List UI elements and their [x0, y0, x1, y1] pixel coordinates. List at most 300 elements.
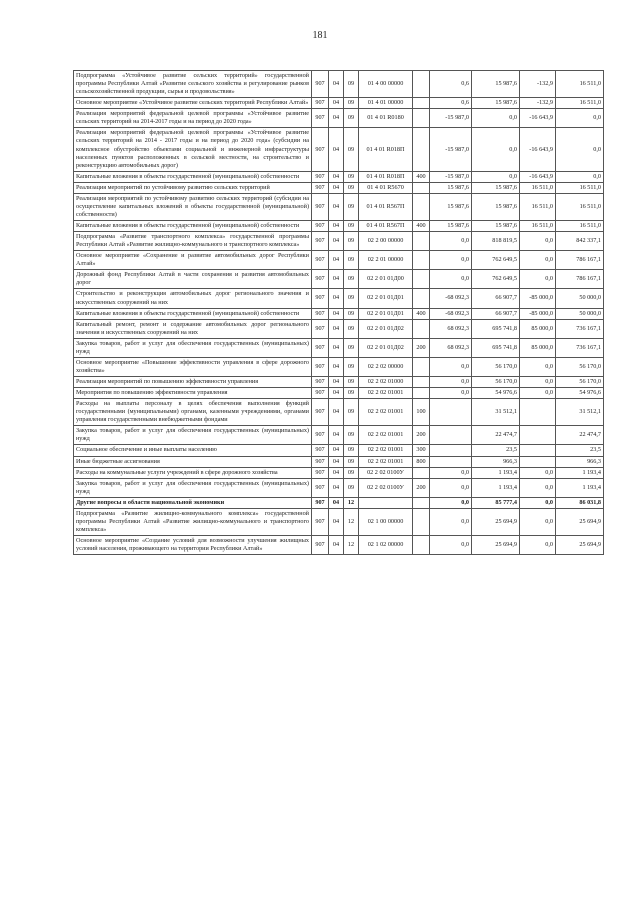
table-row: [74, 388, 604, 399]
row-subsection-cell: 09: [344, 289, 359, 308]
row-grbs-cell: 907: [312, 319, 329, 338]
row-section-cell: 04: [329, 251, 344, 270]
row-amount-1-cell: 966,3: [472, 456, 520, 467]
row-amount-change-1-cell: -68 092,3: [430, 308, 472, 319]
row-amount-change-2-cell: 0,0: [520, 497, 556, 508]
row-expense-type-cell: 200: [413, 478, 430, 497]
row-expense-type-cell: [413, 109, 430, 128]
row-amount-1-cell: 695 741,8: [472, 338, 520, 357]
row-amount-change-2-cell: 0,0: [520, 357, 556, 376]
row-section-cell: 04: [329, 109, 344, 128]
row-expense-type-cell: [413, 319, 430, 338]
row-expense-type-cell: [413, 182, 430, 193]
row-subsection-cell: 12: [344, 508, 359, 535]
row-amount-change-1-cell: 0,0: [430, 357, 472, 376]
row-amount-change-2-cell: -16 643,9: [520, 171, 556, 182]
row-name-cell: Подпрограмма «Развитие транспортного комплекса» государственной программы Республики Алтай «Развитие жилищно-коммунального и транспортного комплекса»: [74, 232, 312, 251]
row-amount-change-2-cell: 0,0: [520, 388, 556, 399]
table-row: [74, 456, 604, 467]
row-amount-change-2-cell: -16 643,9: [520, 109, 556, 128]
row-expense-type-cell: 200: [413, 338, 430, 357]
table-row: [74, 289, 604, 308]
row-amount-change-2-cell: 0,0: [520, 270, 556, 289]
budget-table-body: [74, 71, 604, 555]
row-section-cell: 04: [329, 193, 344, 220]
row-amount-change-2-cell: -132,9: [520, 71, 556, 98]
row-amount-change-2-cell: 16 511,0: [520, 182, 556, 193]
row-amount-1-cell: 15 987,6: [472, 193, 520, 220]
row-subsection-cell: 09: [344, 98, 359, 109]
row-amount-change-2-cell: 0,0: [520, 377, 556, 388]
row-subsection-cell: 09: [344, 478, 359, 497]
row-amount-change-1-cell: 0,0: [430, 388, 472, 399]
row-grbs-cell: 907: [312, 536, 329, 555]
row-target-article-cell: 01 4 01 R567П: [359, 221, 413, 232]
row-amount-1-cell: 1 193,4: [472, 478, 520, 497]
row-name-cell: Другие вопросы в области национальной экономики: [74, 497, 312, 508]
row-name-cell: Расходы на выплаты персоналу в целях обеспечения выполнения функций государственными (муниципальными) органами, казенными учреждениями, органами управления государственными внебюджетными фондами: [74, 399, 312, 426]
row-subsection-cell: 09: [344, 232, 359, 251]
row-amount-1-cell: 15 987,6: [472, 221, 520, 232]
row-subsection-cell: 09: [344, 308, 359, 319]
table-row: [74, 497, 604, 508]
row-name-cell: Социальное обеспечение и иные выплаты населению: [74, 445, 312, 456]
row-amount-1-cell: 66 907,7: [472, 289, 520, 308]
row-subsection-cell: 09: [344, 270, 359, 289]
table-row: [74, 98, 604, 109]
row-name-cell: Реализация мероприятий федеральной целевой программы «Устойчивое развитие сельских территорий на 2014-2017 годы и на период до 2020 года»: [74, 109, 312, 128]
row-expense-type-cell: [413, 536, 430, 555]
row-amount-1-cell: 25 694,9: [472, 508, 520, 535]
row-name-cell: Закупка товаров, работ и услуг для обеспечения государственных (муниципальных) нужд: [74, 426, 312, 445]
row-amount-2-cell: 736 167,1: [556, 338, 604, 357]
row-amount-change-2-cell: [520, 445, 556, 456]
row-name-cell: Основное мероприятие «Устойчивое развитие сельских территорий Республики Алтай»: [74, 98, 312, 109]
table-row: [74, 338, 604, 357]
row-amount-change-1-cell: -15 987,0: [430, 109, 472, 128]
row-amount-2-cell: 842 337,1: [556, 232, 604, 251]
row-grbs-cell: 907: [312, 289, 329, 308]
table-row: [74, 308, 604, 319]
row-grbs-cell: 907: [312, 357, 329, 376]
table-row: [74, 467, 604, 478]
table-row: [74, 128, 604, 171]
row-name-cell: Реализация мероприятий федеральной целевой программы «Устойчивое развитие сельских территорий на 2014 - 2017 годы и на период до 2020 года» (субсидии на комплексное обустройство объектами социальной и инженерной инфраструктуры населенных пунктов расположенных в сельской местности, на строительство и реконструкцию автомобильных дорог): [74, 128, 312, 171]
row-amount-change-2-cell: 0,0: [520, 467, 556, 478]
row-subsection-cell: 09: [344, 109, 359, 128]
row-amount-2-cell: 0,0: [556, 171, 604, 182]
row-target-article-cell: 01 4 01 R567П: [359, 193, 413, 220]
row-amount-1-cell: 0,0: [472, 109, 520, 128]
row-amount-2-cell: 56 170,0: [556, 377, 604, 388]
row-amount-change-2-cell: 16 511,0: [520, 193, 556, 220]
row-expense-type-cell: [413, 98, 430, 109]
row-grbs-cell: 907: [312, 71, 329, 98]
row-amount-change-1-cell: 0,0: [430, 270, 472, 289]
row-target-article-cell: 01 4 01 00000: [359, 98, 413, 109]
row-amount-2-cell: 736 167,1: [556, 319, 604, 338]
row-amount-2-cell: 786 167,1: [556, 251, 604, 270]
row-amount-2-cell: 50 000,0: [556, 308, 604, 319]
row-amount-change-2-cell: -85 000,0: [520, 289, 556, 308]
table-row: [74, 508, 604, 535]
row-target-article-cell: 02 1 00 00000: [359, 508, 413, 535]
row-grbs-cell: 907: [312, 388, 329, 399]
row-amount-2-cell: 16 511,0: [556, 193, 604, 220]
row-amount-change-1-cell: [430, 399, 472, 426]
row-section-cell: 04: [329, 270, 344, 289]
row-subsection-cell: 12: [344, 497, 359, 508]
row-amount-2-cell: 1 193,4: [556, 467, 604, 478]
row-amount-change-2-cell: [520, 426, 556, 445]
row-section-cell: 04: [329, 478, 344, 497]
table-row: [74, 445, 604, 456]
row-amount-1-cell: 31 512,1: [472, 399, 520, 426]
row-target-article-cell: 01 4 01 R5670: [359, 182, 413, 193]
row-target-article-cell: 01 4 01 R018П: [359, 128, 413, 171]
row-target-article-cell: 01 4 00 00000: [359, 71, 413, 98]
row-expense-type-cell: 400: [413, 171, 430, 182]
row-subsection-cell: 09: [344, 171, 359, 182]
row-grbs-cell: 907: [312, 426, 329, 445]
row-subsection-cell: 09: [344, 388, 359, 399]
row-subsection-cell: 09: [344, 467, 359, 478]
row-section-cell: 04: [329, 71, 344, 98]
table-row: [74, 232, 604, 251]
row-amount-change-2-cell: 85 000,0: [520, 319, 556, 338]
row-grbs-cell: 907: [312, 467, 329, 478]
row-amount-2-cell: 31 512,1: [556, 399, 604, 426]
row-section-cell: 04: [329, 536, 344, 555]
row-amount-2-cell: 16 511,0: [556, 71, 604, 98]
row-section-cell: 04: [329, 171, 344, 182]
row-name-cell: Строительство и реконструкция автомобильных дорог регионального значения и искусственных сооружений на них: [74, 289, 312, 308]
table-row: [74, 319, 604, 338]
row-target-article-cell: 02 2 01 01Д00: [359, 270, 413, 289]
row-subsection-cell: 09: [344, 319, 359, 338]
row-section-cell: 04: [329, 377, 344, 388]
row-amount-change-1-cell: 15 987,6: [430, 182, 472, 193]
row-grbs-cell: 907: [312, 109, 329, 128]
row-subsection-cell: 09: [344, 445, 359, 456]
row-subsection-cell: 09: [344, 193, 359, 220]
row-target-article-cell: 02 2 00 00000: [359, 232, 413, 251]
row-grbs-cell: 907: [312, 497, 329, 508]
row-target-article-cell: 01 4 01 R0180: [359, 109, 413, 128]
row-subsection-cell: 09: [344, 338, 359, 357]
row-subsection-cell: 09: [344, 71, 359, 98]
row-target-article-cell: 02 2 02 01001: [359, 456, 413, 467]
row-section-cell: 04: [329, 456, 344, 467]
row-expense-type-cell: 800: [413, 456, 430, 467]
row-section-cell: 04: [329, 508, 344, 535]
row-subsection-cell: 09: [344, 221, 359, 232]
row-expense-type-cell: 100: [413, 399, 430, 426]
row-amount-change-2-cell: 0,0: [520, 508, 556, 535]
table-row: [74, 377, 604, 388]
row-amount-1-cell: 56 170,0: [472, 377, 520, 388]
row-amount-change-1-cell: 68 092,3: [430, 319, 472, 338]
row-name-cell: Подпрограмма «Устойчивое развитие сельских территорий» государственной программы Республики Алтай «Развитие сельского хозяйства и регулирование рынков сельскохозяйственной продукции, сырья и продовольствия»: [74, 71, 312, 98]
row-amount-2-cell: 50 000,0: [556, 289, 604, 308]
row-amount-change-2-cell: 16 511,0: [520, 221, 556, 232]
table-row: [74, 270, 604, 289]
table-row: [74, 399, 604, 426]
row-grbs-cell: 907: [312, 182, 329, 193]
row-grbs-cell: 907: [312, 270, 329, 289]
row-name-cell: Основное мероприятие «Сохранение и развитие автомобильных дорог Республики Алтай»: [74, 251, 312, 270]
row-expense-type-cell: 200: [413, 426, 430, 445]
table-row: [74, 357, 604, 376]
row-amount-change-1-cell: -68 092,3: [430, 289, 472, 308]
row-amount-2-cell: 22 474,7: [556, 426, 604, 445]
row-name-cell: Закупка товаров, работ и услуг для обеспечения государственных (муниципальных) нужд: [74, 478, 312, 497]
row-expense-type-cell: [413, 497, 430, 508]
row-subsection-cell: 09: [344, 426, 359, 445]
row-subsection-cell: 09: [344, 399, 359, 426]
row-grbs-cell: 907: [312, 171, 329, 182]
row-amount-change-1-cell: 68 092,3: [430, 338, 472, 357]
row-section-cell: 04: [329, 232, 344, 251]
row-amount-change-2-cell: [520, 399, 556, 426]
row-target-article-cell: 02 2 02 01001: [359, 426, 413, 445]
row-amount-change-1-cell: 0,0: [430, 478, 472, 497]
row-amount-1-cell: 15 987,6: [472, 182, 520, 193]
row-grbs-cell: 907: [312, 128, 329, 171]
row-expense-type-cell: [413, 377, 430, 388]
row-expense-type-cell: [413, 193, 430, 220]
row-amount-change-1-cell: [430, 456, 472, 467]
row-expense-type-cell: [413, 232, 430, 251]
row-grbs-cell: 907: [312, 445, 329, 456]
row-amount-change-2-cell: -132,9: [520, 98, 556, 109]
row-amount-1-cell: 54 976,6: [472, 388, 520, 399]
row-section-cell: 04: [329, 98, 344, 109]
row-amount-change-1-cell: [430, 445, 472, 456]
row-name-cell: Подпрограмма «Развитие жилищно-коммунального комплекса» государственной программы Республики Алтай «Развитие жилищно-коммунального и транспортного комплекса»: [74, 508, 312, 535]
row-amount-change-1-cell: 0,0: [430, 508, 472, 535]
row-expense-type-cell: [413, 251, 430, 270]
row-grbs-cell: 907: [312, 377, 329, 388]
row-amount-change-2-cell: 0,0: [520, 232, 556, 251]
row-amount-1-cell: 56 170,0: [472, 357, 520, 376]
row-amount-change-1-cell: 0,0: [430, 251, 472, 270]
row-name-cell: Расходы на коммунальные услуги учреждений в сфере дорожного хозяйства: [74, 467, 312, 478]
row-expense-type-cell: 400: [413, 221, 430, 232]
row-amount-1-cell: 0,0: [472, 128, 520, 171]
row-amount-2-cell: 0,0: [556, 109, 604, 128]
row-amount-change-1-cell: 0,6: [430, 98, 472, 109]
row-expense-type-cell: [413, 508, 430, 535]
row-target-article-cell: 02 2 02 00000: [359, 357, 413, 376]
row-target-article-cell: 02 2 01 01Д02: [359, 338, 413, 357]
row-amount-change-1-cell: 0,0: [430, 467, 472, 478]
row-amount-1-cell: 15 987,6: [472, 98, 520, 109]
row-amount-1-cell: 25 694,9: [472, 536, 520, 555]
row-amount-1-cell: 15 987,6: [472, 71, 520, 98]
row-target-article-cell: 02 2 01 01Д01: [359, 308, 413, 319]
row-amount-change-1-cell: 15 987,6: [430, 193, 472, 220]
budget-table: [73, 70, 604, 555]
row-grbs-cell: 907: [312, 221, 329, 232]
row-amount-change-1-cell: -15 987,0: [430, 128, 472, 171]
row-amount-2-cell: 16 511,0: [556, 182, 604, 193]
row-amount-1-cell: 695 741,8: [472, 319, 520, 338]
row-subsection-cell: 09: [344, 377, 359, 388]
table-row: [74, 251, 604, 270]
row-grbs-cell: 907: [312, 456, 329, 467]
row-amount-change-2-cell: -85 000,0: [520, 308, 556, 319]
row-section-cell: 04: [329, 289, 344, 308]
row-section-cell: 04: [329, 182, 344, 193]
row-amount-1-cell: 818 819,5: [472, 232, 520, 251]
row-section-cell: 04: [329, 445, 344, 456]
row-grbs-cell: 907: [312, 338, 329, 357]
table-row: [74, 536, 604, 555]
row-name-cell: Мероприятия по повышению эффективности управления: [74, 388, 312, 399]
row-amount-change-2-cell: 0,0: [520, 536, 556, 555]
row-amount-change-1-cell: 0,0: [430, 377, 472, 388]
row-amount-change-2-cell: 85 000,0: [520, 338, 556, 357]
table-row: [74, 193, 604, 220]
row-target-article-cell: 02 2 01 01Д02: [359, 319, 413, 338]
table-row: [74, 182, 604, 193]
row-amount-change-1-cell: [430, 426, 472, 445]
row-amount-1-cell: 762 649,5: [472, 251, 520, 270]
table-row: [74, 426, 604, 445]
row-subsection-cell: 09: [344, 182, 359, 193]
row-section-cell: 04: [329, 399, 344, 426]
row-section-cell: 04: [329, 357, 344, 376]
row-grbs-cell: 907: [312, 98, 329, 109]
table-row: [74, 71, 604, 98]
row-expense-type-cell: [413, 357, 430, 376]
row-amount-change-2-cell: [520, 456, 556, 467]
row-amount-2-cell: 25 694,9: [556, 508, 604, 535]
row-target-article-cell: 02 2 02 01001: [359, 388, 413, 399]
row-name-cell: Основное мероприятие «Создание условий для возможности улучшения жилищных условий населения, проживающего на территории Республики Алтай»: [74, 536, 312, 555]
row-target-article-cell: 01 4 01 R018П: [359, 171, 413, 182]
row-amount-1-cell: 23,5: [472, 445, 520, 456]
row-name-cell: Реализация мероприятий по устойчивому развитию сельских территорий (субсидии на осуществление капитальных вложений в объекты государственной (муниципальной) собственности): [74, 193, 312, 220]
row-grbs-cell: 907: [312, 478, 329, 497]
row-amount-change-2-cell: 0,0: [520, 251, 556, 270]
row-name-cell: Реализация мероприятий по устойчивому развитию сельских территорий: [74, 182, 312, 193]
row-name-cell: Закупка товаров, работ и услуг для обеспечения государственных (муниципальных) нужд: [74, 338, 312, 357]
row-target-article-cell: 02 2 02 01001: [359, 445, 413, 456]
row-name-cell: Реализация мероприятий по повышению эффективности управления: [74, 377, 312, 388]
row-target-article-cell: [359, 497, 413, 508]
page-number: 181: [312, 30, 328, 41]
row-amount-change-1-cell: 0,0: [430, 497, 472, 508]
row-name-cell: Иные бюджетные ассигнования: [74, 456, 312, 467]
row-expense-type-cell: [413, 128, 430, 171]
row-amount-change-1-cell: 0,0: [430, 232, 472, 251]
row-amount-1-cell: 0,0: [472, 171, 520, 182]
row-grbs-cell: 907: [312, 193, 329, 220]
row-subsection-cell: 09: [344, 357, 359, 376]
row-amount-1-cell: 1 193,4: [472, 467, 520, 478]
row-name-cell: Дорожный фонд Республики Алтай в части сохранения и развития автомобильных дорог: [74, 270, 312, 289]
row-amount-1-cell: 762 649,5: [472, 270, 520, 289]
row-expense-type-cell: [413, 388, 430, 399]
row-subsection-cell: 09: [344, 128, 359, 171]
table-row: [74, 171, 604, 182]
row-amount-2-cell: 0,0: [556, 128, 604, 171]
row-expense-type-cell: 400: [413, 308, 430, 319]
row-grbs-cell: 907: [312, 251, 329, 270]
row-amount-2-cell: 1 193,4: [556, 478, 604, 497]
row-expense-type-cell: [413, 71, 430, 98]
row-amount-2-cell: 786 167,1: [556, 270, 604, 289]
row-expense-type-cell: [413, 289, 430, 308]
row-target-article-cell: 02 2 02 01001: [359, 399, 413, 426]
row-amount-change-2-cell: 0,0: [520, 478, 556, 497]
row-grbs-cell: 907: [312, 308, 329, 319]
row-expense-type-cell: [413, 270, 430, 289]
row-section-cell: 04: [329, 319, 344, 338]
row-section-cell: 04: [329, 221, 344, 232]
row-target-article-cell: 02 2 01 01Д01: [359, 289, 413, 308]
row-expense-type-cell: 300: [413, 445, 430, 456]
row-amount-2-cell: 25 694,9: [556, 536, 604, 555]
row-amount-2-cell: 54 976,6: [556, 388, 604, 399]
table-row: [74, 221, 604, 232]
row-name-cell: Капитальные вложения в объекты государственной (муниципальной) собственности: [74, 221, 312, 232]
table-row: [74, 478, 604, 497]
row-section-cell: 04: [329, 338, 344, 357]
row-amount-change-2-cell: -16 643,9: [520, 128, 556, 171]
row-amount-1-cell: 22 474,7: [472, 426, 520, 445]
row-name-cell: Капитальный ремонт, ремонт и содержание автомобильных дорог регионального значения и искусственных сооружений на них: [74, 319, 312, 338]
row-amount-2-cell: 16 511,0: [556, 98, 604, 109]
row-name-cell: Основное мероприятие «Повышение эффективности управления в сфере дорожного хозяйства»: [74, 357, 312, 376]
row-target-article-cell: 02 1 02 00000: [359, 536, 413, 555]
row-name-cell: Капитальные вложения в объекты государственной (муниципальной) собственности: [74, 171, 312, 182]
row-grbs-cell: 907: [312, 508, 329, 535]
row-subsection-cell: 12: [344, 536, 359, 555]
row-target-article-cell: 02 2 01 00000: [359, 251, 413, 270]
row-section-cell: 04: [329, 426, 344, 445]
row-section-cell: 04: [329, 467, 344, 478]
row-amount-1-cell: 85 777,4: [472, 497, 520, 508]
table-row: [74, 109, 604, 128]
row-target-article-cell: 02 2 02 0100У: [359, 467, 413, 478]
row-amount-1-cell: 66 907,7: [472, 308, 520, 319]
row-expense-type-cell: [413, 467, 430, 478]
row-grbs-cell: 907: [312, 399, 329, 426]
row-name-cell: Капитальные вложения в объекты государственной (муниципальной) собственности: [74, 308, 312, 319]
row-target-article-cell: 02 2 02 01000: [359, 377, 413, 388]
row-amount-2-cell: 23,5: [556, 445, 604, 456]
row-amount-2-cell: 16 511,0: [556, 221, 604, 232]
row-grbs-cell: 907: [312, 232, 329, 251]
row-amount-change-1-cell: 0,6: [430, 71, 472, 98]
row-amount-change-1-cell: 15 987,6: [430, 221, 472, 232]
row-subsection-cell: 09: [344, 456, 359, 467]
row-section-cell: 04: [329, 128, 344, 171]
row-amount-2-cell: 966,3: [556, 456, 604, 467]
row-subsection-cell: 09: [344, 251, 359, 270]
row-amount-2-cell: 86 031,8: [556, 497, 604, 508]
row-section-cell: 04: [329, 308, 344, 319]
row-amount-change-1-cell: -15 987,0: [430, 171, 472, 182]
row-amount-change-1-cell: 0,0: [430, 536, 472, 555]
row-section-cell: 04: [329, 497, 344, 508]
row-amount-2-cell: 56 170,0: [556, 357, 604, 376]
row-target-article-cell: 02 2 02 0100У: [359, 478, 413, 497]
row-section-cell: 04: [329, 388, 344, 399]
